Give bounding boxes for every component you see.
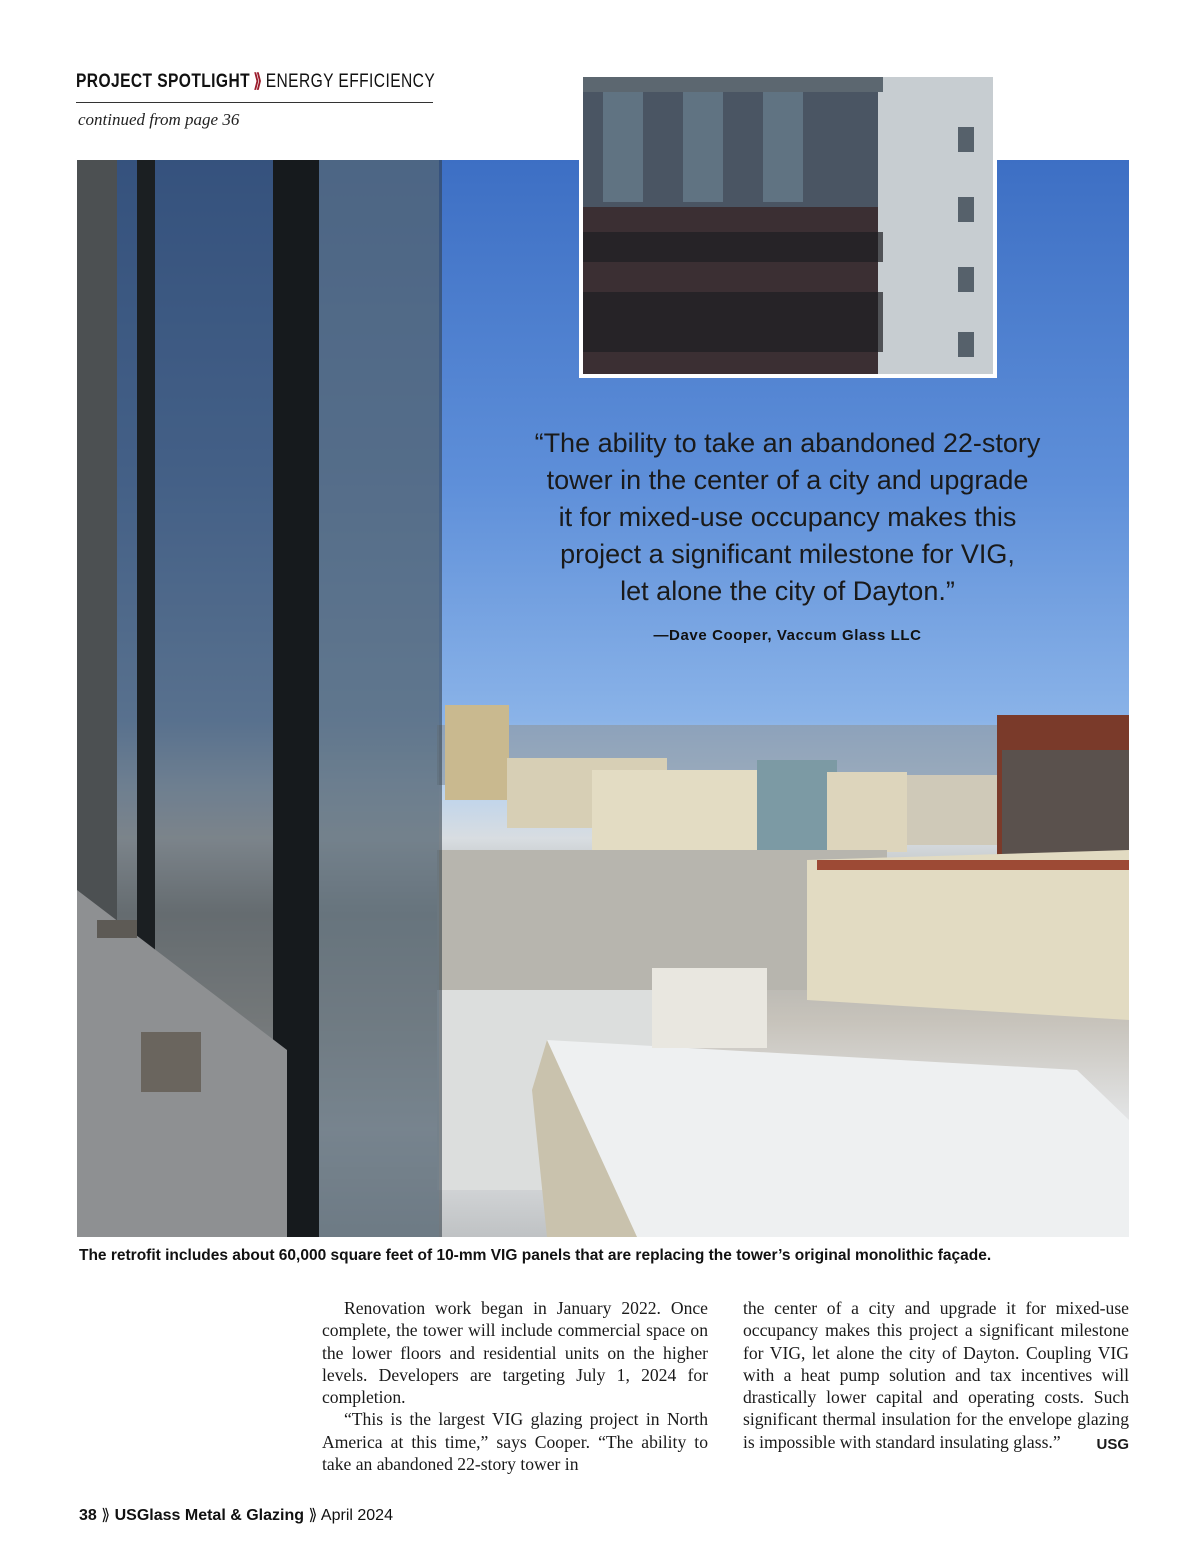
- body-paragraph: Renovation work began in January 2022. Once complete, the tower will include commercial space on the lower floors and residential units on the higher levels. Developers are targeting July 1, 2024 for completion.: [322, 1298, 708, 1408]
- pull-quote-line: “The ability to take an abandoned 22-story: [534, 428, 1041, 458]
- end-mark: USG: [1096, 1435, 1129, 1453]
- body-paragraph: “This is the largest VIG glazing project in North America at this time,” says Cooper. “The ability to take an abandoned 22-story tower in: [322, 1409, 708, 1475]
- pull-quote: [490, 425, 1085, 610]
- publication-name: USGlass Metal & Glazing: [114, 1507, 304, 1524]
- section-kicker: PROJECT SPOTLIGHT ⟫ ENERGY EFFICIENCY: [76, 71, 436, 92]
- pull-quote-line: it for mixed-use occupancy makes this: [558, 502, 1017, 532]
- section-name: ENERGY EFFICIENCY: [265, 71, 436, 92]
- body-paragraph-text: the center of a city and upgrade it for mixed-use occupancy makes this project a significant milestone for VIG, let alone the city of Dayton. Coupling VIG with a heat pump solution and tax incentives will drastically lower capital and operating costs. Such significant thermal insulation for the envelope glazing is impossible with standard insulating glass.”: [743, 1298, 1129, 1452]
- body-paragraph: [743, 1297, 1129, 1453]
- inset-illustration: [583, 77, 993, 374]
- article-column-1: [322, 1297, 708, 1475]
- pull-quote-line: project a significant milestone for VIG,: [560, 539, 1015, 569]
- footer-separator: ⟫: [308, 1507, 318, 1524]
- header-separator: ⟫: [253, 71, 263, 92]
- article-column-2: [743, 1297, 1129, 1456]
- photo-caption: The retrofit includes about 60,000 square feet of 10-mm VIG panels that are replacing the tower’s original monolithic façade.: [79, 1247, 992, 1264]
- page-number: 38: [79, 1507, 97, 1524]
- section-header: [76, 70, 436, 103]
- page-footer: [79, 1505, 393, 1525]
- footer-separator: ⟫: [101, 1507, 111, 1524]
- inset-photo-tower: [579, 73, 997, 378]
- issue-date: April 2024: [320, 1507, 393, 1524]
- continued-from-note: continued from page 36: [78, 110, 240, 129]
- pull-quote-line: tower in the center of a city and upgrade: [546, 465, 1029, 495]
- pull-quote-attribution: —Dave Cooper, Vaccum Glass LLC: [653, 627, 922, 644]
- pull-quote-line: let alone the city of Dayton.”: [620, 576, 955, 606]
